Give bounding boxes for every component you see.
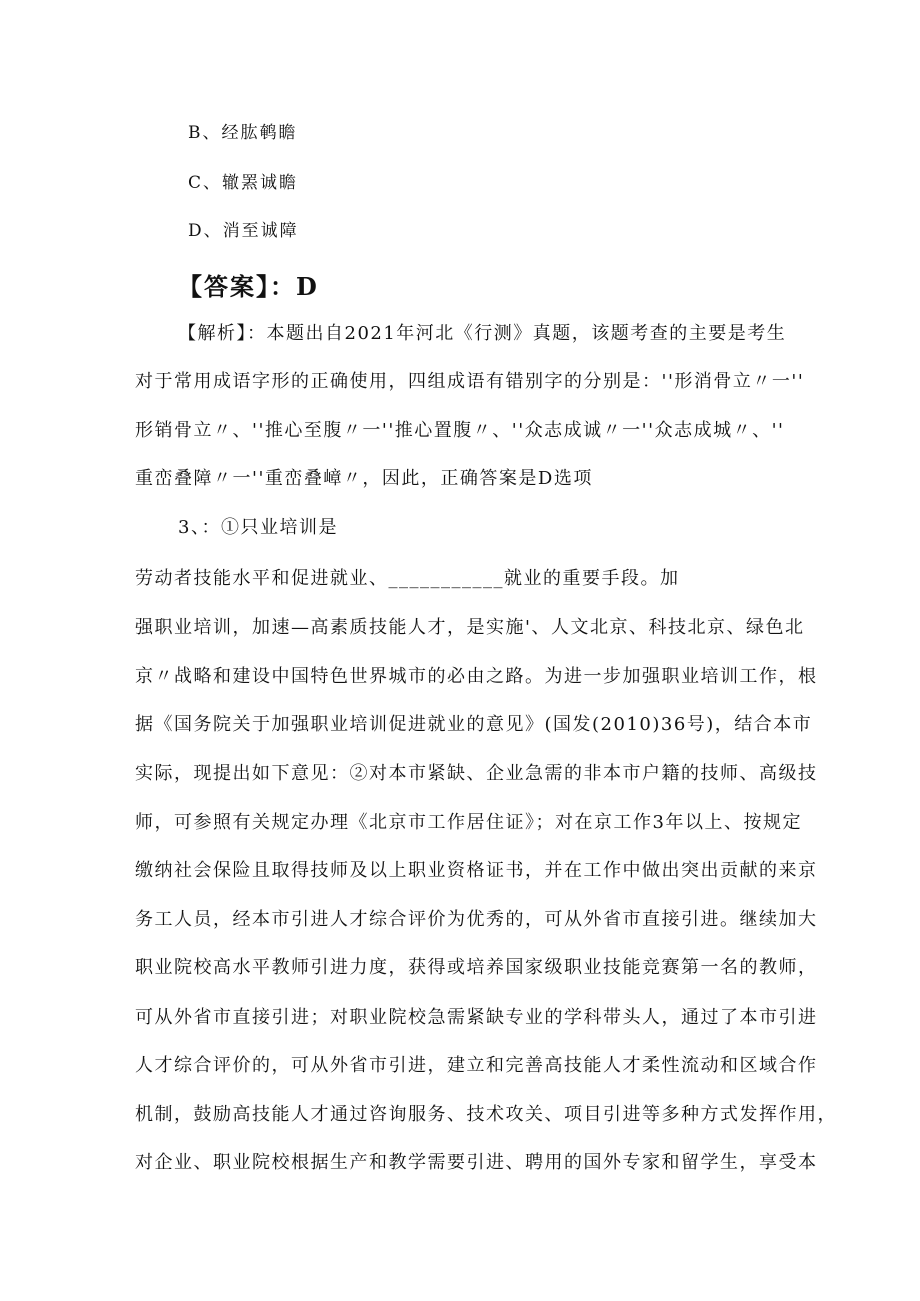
analysis-line: 形销骨立〃、''推心至腹〃一''推心置腹〃、''众志成诚〃一''众志成城〃、'': [135, 420, 785, 441]
analysis-line: 【解析】：本题出自2021年河北《行测》真题，该题考查的主要是考生: [178, 323, 787, 344]
question-line: 机制，鼓励高技能人才通过咨询服务、技术攻关、项目引进等多种方式发挥作用，: [135, 1104, 837, 1125]
question-line: 职业院校高水平教师引进力度，获得或培养国家级职业技能竞赛第一名的教师，: [135, 957, 818, 978]
question-line: 缴纳社会保险且取得技师及以上职业资格证书，并在工作中做出突出贡献的来京: [135, 860, 818, 881]
question-line: 实际，现提出如下意见：②对本市紧缺、企业急需的非本市户籍的技师、高级技: [135, 763, 818, 784]
question-line: 对企业、职业院校根据生产和教学需要引进、聘用的国外专家和留学生，享受本: [135, 1152, 818, 1173]
question-line: 务工人员，经本市引进人才综合评价为优秀的，可从外省市直接引进。继续加大: [135, 909, 818, 930]
question-line: 人才综合评价的，可从外省市引进，建立和完善高技能人才柔性流动和区域合作: [135, 1055, 818, 1076]
analysis-line: 重峦叠障〃一''重峦叠嶂〃，因此，正确答案是D选项: [135, 468, 593, 489]
question-line: 师，可参照有关规定办理《北京市工作居住证》；对在京工作3年以上、按规定: [135, 812, 802, 833]
question-line: 劳动者技能水平和促进就业、___________就业的重要手段。加: [135, 568, 680, 589]
question-line: 可从外省市直接引进；对职业院校急需紧缺专业的学科带头人，通过了本市引进: [135, 1007, 818, 1028]
question-line: 据《国务院关于加强职业培训促进就业的意见》(国发(2010)36号)，结合本市: [135, 714, 813, 735]
option-d: D、消至诚障: [188, 221, 299, 241]
question-3-heading: 3、：①只业培训是: [178, 517, 338, 538]
question-line: 强职业培训，加速—高素质技能人才，是实施'、人文北京、科技北京、绿色北: [135, 617, 805, 638]
answer-heading: 【答案】：D: [178, 272, 319, 301]
question-line: 京〃战略和建设中国特色世界城市的必由之路。为进一步加强职业培训工作，根: [135, 666, 818, 687]
option-b: B、经肱鹌瞻: [188, 123, 298, 143]
option-c: C、辙罴诚瞻: [188, 173, 299, 193]
analysis-line: 对于常用成语字形的正确使用，四组成语有错别字的分别是：''形消骨立〃一'': [135, 371, 805, 392]
